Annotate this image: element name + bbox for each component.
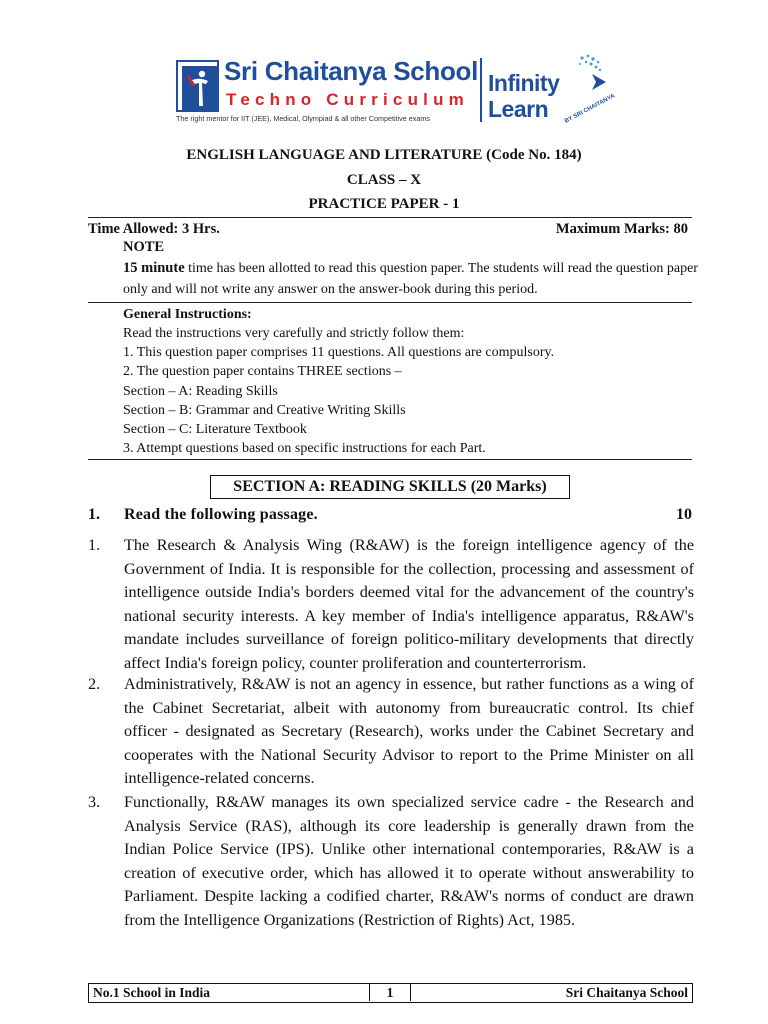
- curriculum-name: Techno Curriculum: [226, 90, 469, 109]
- mid-rule: [88, 302, 692, 303]
- paragraph-text: Administratively, R&AW is not an agency in essence, but rather functions as a wing of the Cabinet Secretariat, albeit with autonomy from bureaucratic control. Its chief officer - designated as Secretary (Research), works under the Cabinet Secretary and cooperates with the National Security Advisor to report to the Prime Minister on all intelligence-related concerns.: [124, 675, 694, 787]
- top-rule: [88, 217, 692, 218]
- passage-paragraph: [88, 791, 694, 932]
- max-marks: Maximum Marks: 80: [555, 221, 688, 237]
- paragraph-text: The Research & Analysis Wing (R&AW) is the foreign intelligence agency of the Government of India. It is responsible for the collection, processing and assessment of intelligence outside India's borders deemed vital for the advancement of the country's national security interests. A key member of India's intelligence apparatus, R&AW's mandate includes surveillance of foreign politico-military developments that directly affect India's foreign policy, counter proliferation and counterterrorism.: [124, 536, 694, 672]
- logo-header: [174, 46, 617, 132]
- school-name: Sri Chaitanya School: [224, 56, 479, 86]
- paragraph-number: 3.: [88, 793, 101, 811]
- note-text: [123, 258, 698, 300]
- instruction-item: Section – A: Reading Skills: [123, 383, 278, 399]
- class-title: CLASS – X: [346, 172, 422, 188]
- instruction-item: 3. Attempt questions based on specific instructions for each Part.: [123, 441, 486, 457]
- section-heading: SECTION A: READING SKILLS (20 Marks): [210, 475, 570, 499]
- general-instructions-heading: General Instructions:: [123, 307, 252, 322]
- paragraph-number: 2.: [88, 675, 101, 693]
- question-text: Read the following passage.: [124, 506, 318, 523]
- footer-right: Sri Chaitanya School: [565, 985, 688, 1000]
- paragraph-text: Functionally, R&AW manages its own specialized service cadre - the Research and Analysis Service (RAS), although its core leadership is generally drawn from the Indian Police Service (IPS). Unlike other international contemporaries, R&AW is a creation of executive order, which has allowed it to operate without answerability to Parliament. Despite lacking a codified charter, R&AW's norms of conduct are drawn from the Intelligence Organizations (Restriction of Rights) Act, 1985.: [124, 793, 694, 929]
- instruction-item: Section – C: Literature Textbook: [123, 422, 307, 438]
- page-number: 1: [369, 984, 411, 1001]
- note-heading: NOTE: [123, 239, 165, 255]
- partner-logo-learn: Learn: [488, 96, 549, 122]
- school-tagline: The right mentor for IIT (JEE), Medical, Olympiad & all other Competitive exams: [176, 114, 430, 123]
- passage-paragraph: [88, 534, 694, 675]
- paragraph-number: 1.: [88, 536, 101, 554]
- instruction-item: Read the instructions very carefully and strictly follow them:: [123, 326, 465, 341]
- page-footer: [88, 983, 693, 1003]
- infinity-arrow-icon: [562, 52, 612, 100]
- question-number: 1.: [88, 506, 100, 523]
- partner-logo-infinity: Infinity: [488, 70, 560, 96]
- general-instructions-list: [123, 324, 698, 458]
- footer-left: No.1 School in India: [93, 985, 211, 1000]
- passage-paragraph: [88, 673, 694, 791]
- note-bold-lead: 15 minute: [123, 260, 185, 276]
- instruction-item: Section – B: Grammar and Creative Writing Skills: [123, 402, 406, 418]
- instruction-item: 1. This question paper comprises 11 questions. All questions are compulsory.: [123, 345, 555, 361]
- logo-divider: [480, 58, 482, 122]
- school-emblem-icon: [176, 60, 219, 112]
- partner-byline: BY SRI CHAITANYA: [563, 93, 617, 125]
- question-marks: 10: [676, 506, 692, 523]
- note-body: time has been allotted to read this question paper. The students will read the question paper only and will not write any answer on the answer-book during this period.: [123, 261, 698, 297]
- time-allowed: Time Allowed: 3 Hrs.: [88, 221, 220, 237]
- subject-title: ENGLISH LANGUAGE AND LITERATURE (Code No. 184): [186, 147, 582, 163]
- paper-title: PRACTICE PAPER - 1: [308, 196, 460, 212]
- bottom-rule: [88, 459, 692, 460]
- instruction-item: 2. The question paper contains THREE sections –: [123, 364, 402, 380]
